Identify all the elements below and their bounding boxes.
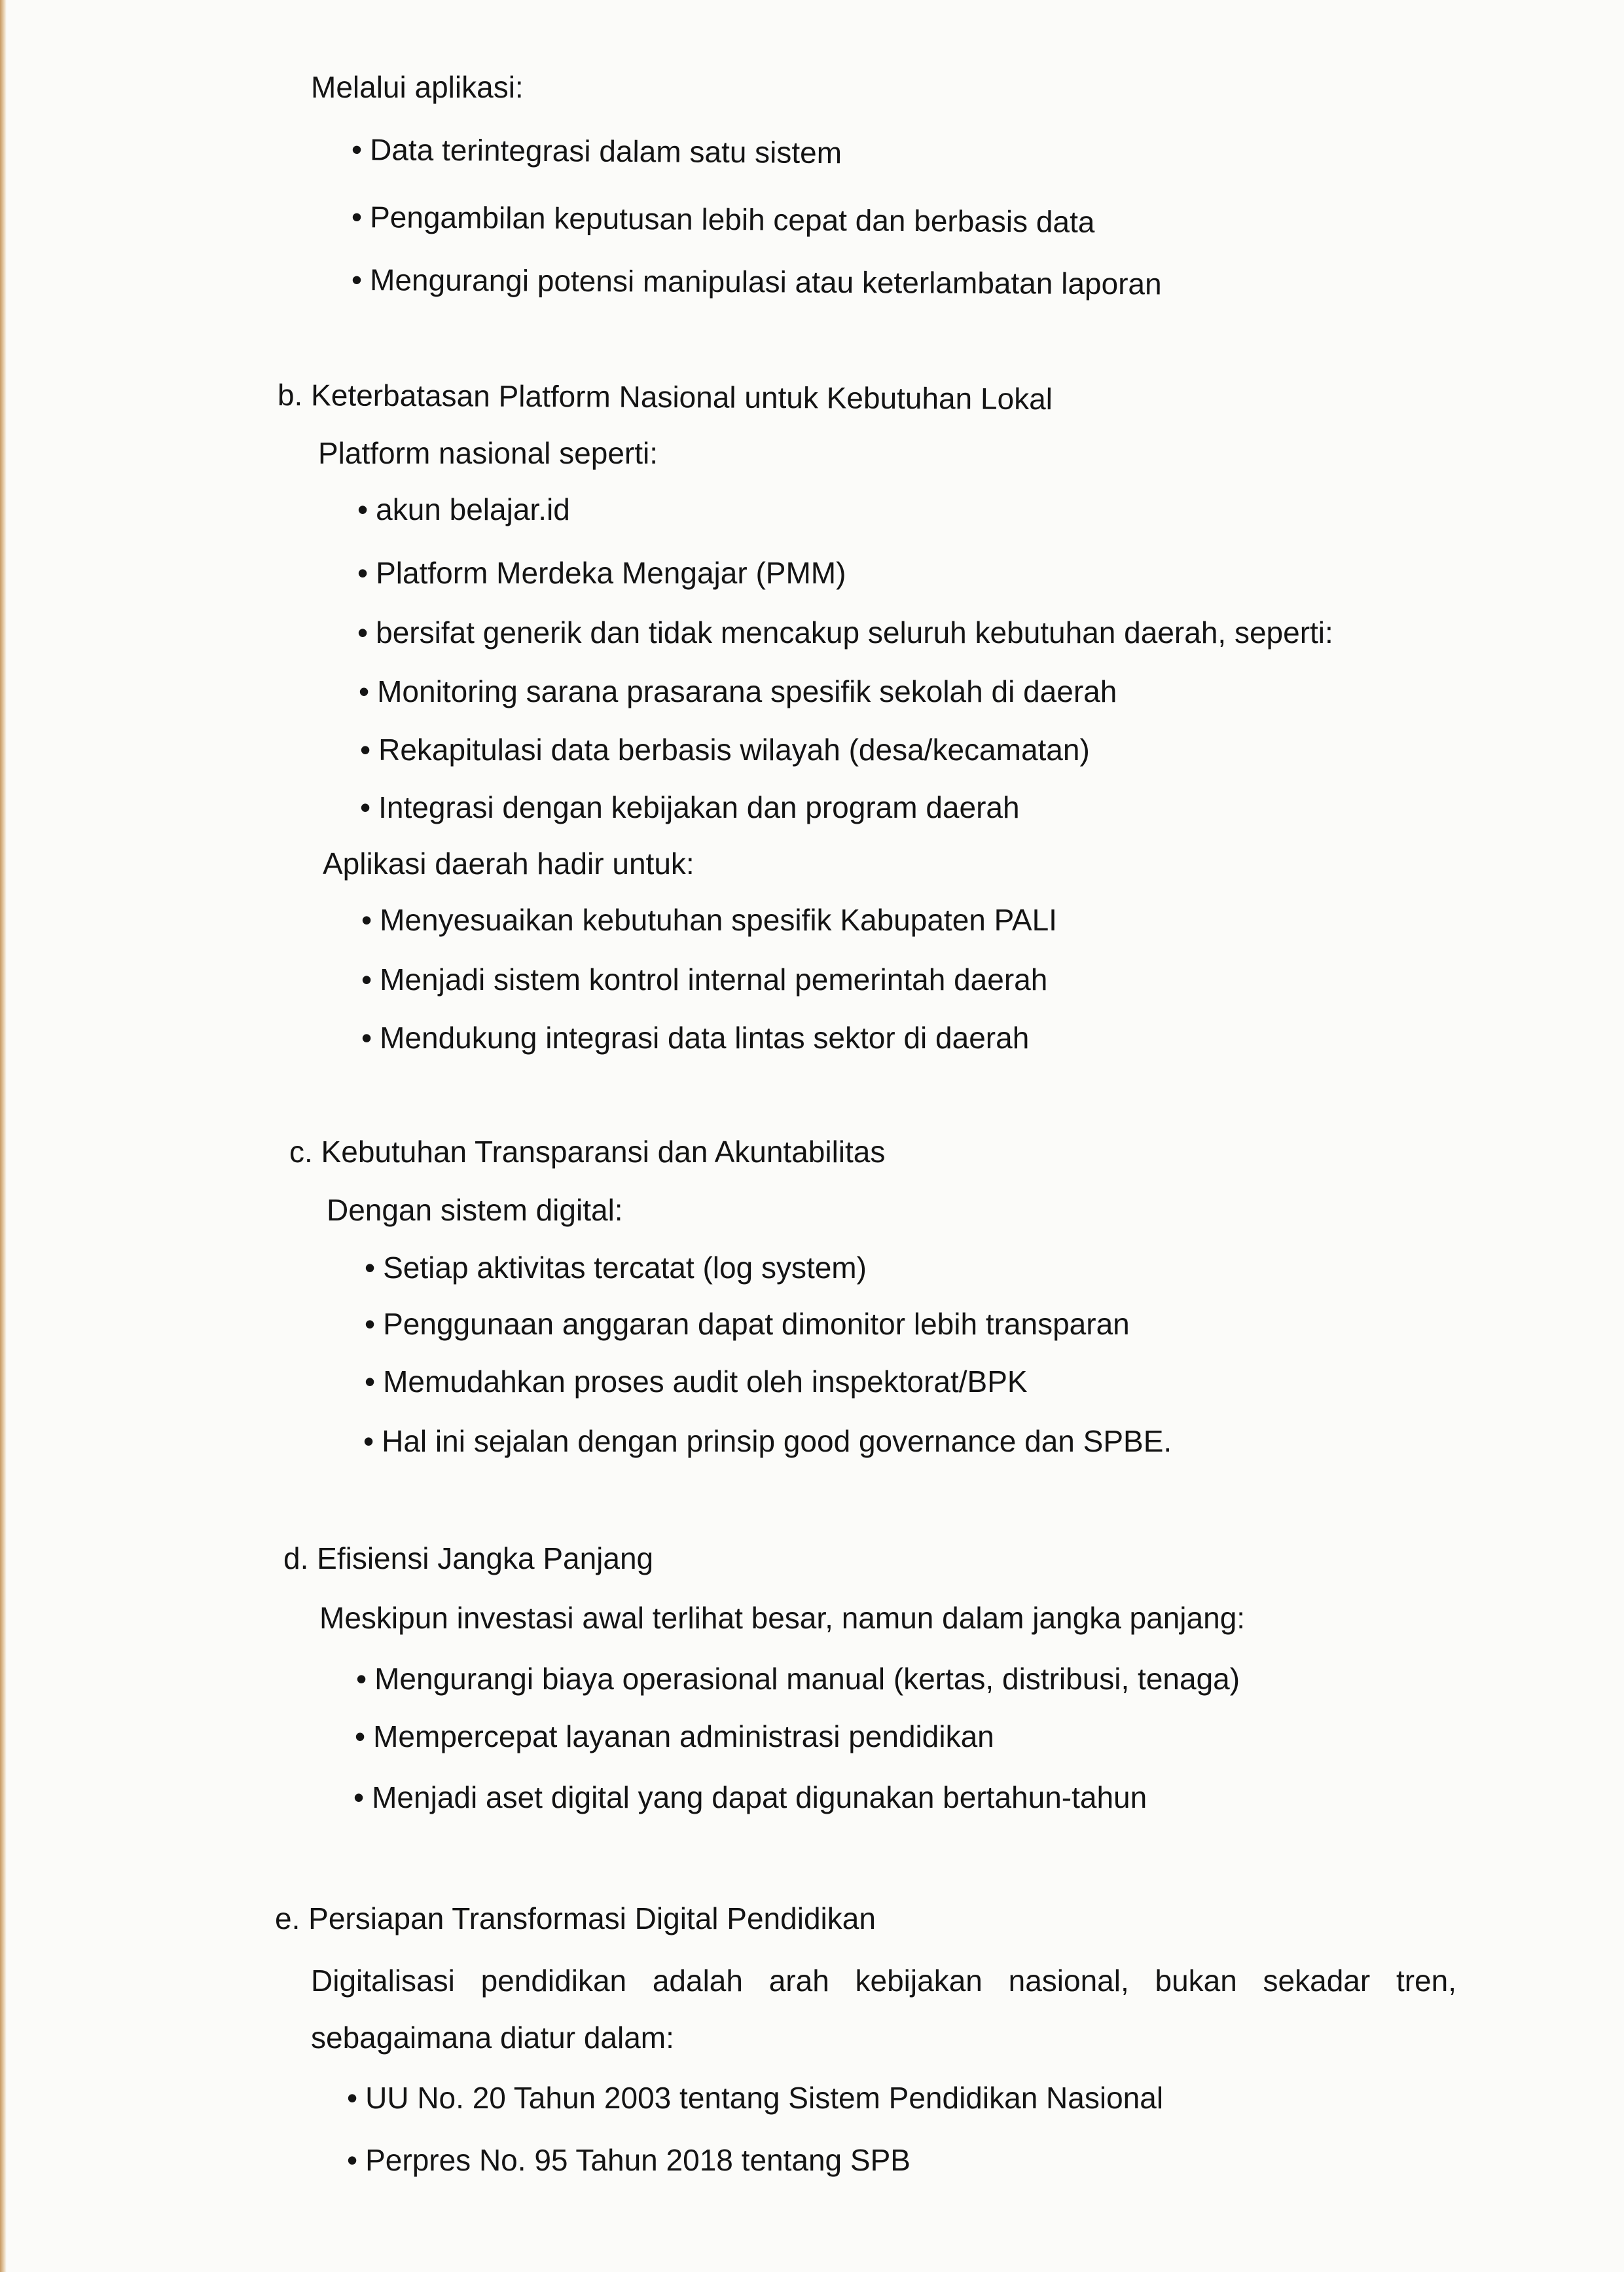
- section-b-label: Platform nasional seperti:: [318, 436, 659, 470]
- section-e-paragraph-2: sebagaimana diatur dalam:: [311, 2021, 674, 2055]
- list-item: • UU No. 20 Tahun 2003 tentang Sistem Pendidikan Nasional: [347, 2080, 1163, 2116]
- list-item: • Memudahkan proses audit oleh inspektorat/BPK: [365, 1363, 1028, 1400]
- list-item: • Menjadi sistem kontrol internal pemerintah daerah: [361, 961, 1047, 998]
- list-item: • Monitoring sarana prasarana spesifik sekolah di daerah: [359, 673, 1117, 710]
- section-heading-e: e. Persiapan Transformasi Digital Pendidikan: [275, 1901, 876, 1935]
- intro-label: Melalui aplikasi:: [311, 70, 524, 104]
- section-e-paragraph: Digitalisasi pendidikan adalah arah kebijakan nasional, bukan sekadar tren,: [311, 1964, 1456, 1998]
- section-heading-c: c. Kebutuhan Transparansi dan Akuntabilitas: [289, 1135, 886, 1169]
- list-item: • Setiap aktivitas tercatat (log system): [365, 1249, 867, 1286]
- list-item: • Perpres No. 95 Tahun 2018 tentang SPB: [347, 2142, 911, 2178]
- list-item: • Pengambilan keputusan lebih cepat dan berbasis data: [352, 198, 1095, 240]
- list-item: • Integrasi dengan kebijakan dan program daerah: [360, 789, 1020, 826]
- list-item: • Rekapitulasi data berbasis wilayah (desa/kecamatan): [360, 731, 1090, 768]
- section-heading-d: d. Efisiensi Jangka Panjang: [283, 1541, 654, 1575]
- section-d-label: Meskipun investasi awal terlihat besar, namun dalam jangka panjang:: [319, 1601, 1246, 1635]
- section-b-label-2: Aplikasi daerah hadir untuk:: [323, 847, 695, 881]
- list-item: • Mengurangi potensi manipulasi atau keterlambatan laporan: [352, 261, 1162, 302]
- section-c-label: Dengan sistem digital:: [327, 1193, 623, 1227]
- section-heading-b: b. Keterbatasan Platform Nasional untuk Kebutuhan Lokal: [277, 378, 1053, 416]
- list-item: • Mendukung integrasi data lintas sektor di daerah: [361, 1019, 1029, 1056]
- list-item: • Penggunaan anggaran dapat dimonitor lebih transparan: [365, 1306, 1130, 1342]
- list-item: • Mempercepat layanan administrasi pendidikan: [355, 1718, 994, 1755]
- list-item: • Platform Merdeka Mengajar (PMM): [357, 555, 846, 591]
- list-item: • Mengurangi biaya operasional manual (kertas, distribusi, tenaga): [356, 1660, 1240, 1697]
- list-item: • bersifat generik dan tidak mencakup seluruh kebutuhan daerah, seperti:: [357, 614, 1333, 651]
- scan-edge: [0, 0, 7, 2272]
- list-item: • akun belajar.id: [357, 491, 570, 528]
- list-item: • Menjadi aset digital yang dapat digunakan bertahun-tahun: [353, 1779, 1147, 1816]
- list-item: • Hal ini sejalan dengan prinsip good governance dan SPBE.: [363, 1423, 1172, 1459]
- list-item: • Menyesuaikan kebutuhan spesifik Kabupaten PALI: [361, 902, 1057, 938]
- list-item: • Data terintegrasi dalam satu sistem: [352, 131, 842, 171]
